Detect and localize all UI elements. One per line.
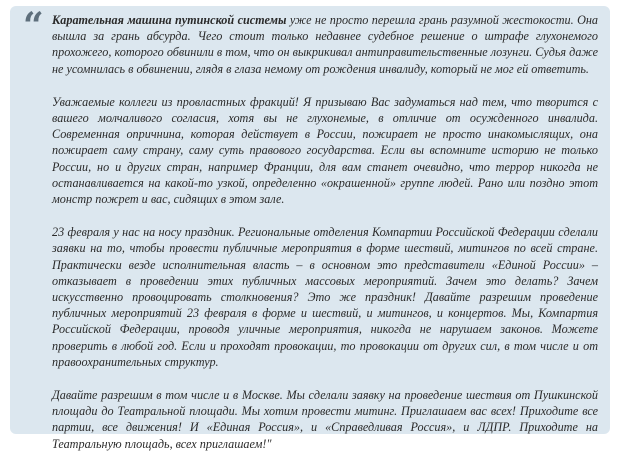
quote-paragraph-3: 23 февраля у нас на носу праздник. Региональные отделения Компартии Российской Федерации сделали заявки на то, чтобы провести публичные мероприятия в форме шествий, митингов по всей стране. Практически везде исполнительная власть – в основном это представители «Единой России» – отказывает в проведении этих публичных массовых мероприятий. Зачем это делать? Зачем искусственно провоцировать столкновения? Это же праздник! Давайте разрешим проведение публичных мероприятий 23 февраля в форме и шествий, и митингов, и концертов. Мы, Компартия Российской Федерации, проводя уличные мероприятия, никогда не нарушаем законов. Можете проверить в любой год. Если и проходят провокации, то провокации от других сил, в том числе и от правоохранительных структур. xyxy=(52,225,598,369)
quote-mark-icon: “ xyxy=(23,5,44,47)
quote-paragraph-4: Давайте разрешим в том числе и в Москве. Мы сделали заявку на проведение шествия от Пушкинской площади до Театральной площади. Мы хотим провести митинг. Приглашаем вас всех! Приходите все партии, все движения! И «Единая Россия», и «Справедливая Россия», и ЛДПР. Приходите на Театральную площадь, всех приглашаем!" xyxy=(52,388,598,451)
quote-block xyxy=(10,5,610,451)
quote-paragraph-2: Уважаемые коллеги из провластных фракций! Я призываю Вас задуматься над тем, что творится с вашего молчаливого согласия, хотя вы не глухонемые, в отличие от осужденного инвалида. Современная опричнина, которая действует в России, пожирает не просто инакомыслящих, она пожирает саму страну, саму суть правового государства. Если вы вспомните историю не только России, но и других стран, например Франции, для вам станет очевидно, что террор никогда не останавливается на какой-то узкой, определенно «окрашенной» группе людей. Рано или поздно этот монстр пожрет и вас, сидящих в этом зале. xyxy=(52,94,598,207)
quote-lead-text: Карательная машина путинской системы xyxy=(52,13,287,27)
quote-paragraph-1-text: уже не просто перешла грань разумной жестокости. Она вышла за грань абсурда. Чего стоит только недавнее судебное решение о штрафе глухонемого прохожего, которого обвинили в том, что он выкрикивал антиправительственные лозунги. Судья даже не усомнилась в обвинении, глядя в глаза немому от рождения инвалиду, который не мог ей ответить. xyxy=(52,13,599,76)
quote-paragraph-1 xyxy=(52,12,598,77)
